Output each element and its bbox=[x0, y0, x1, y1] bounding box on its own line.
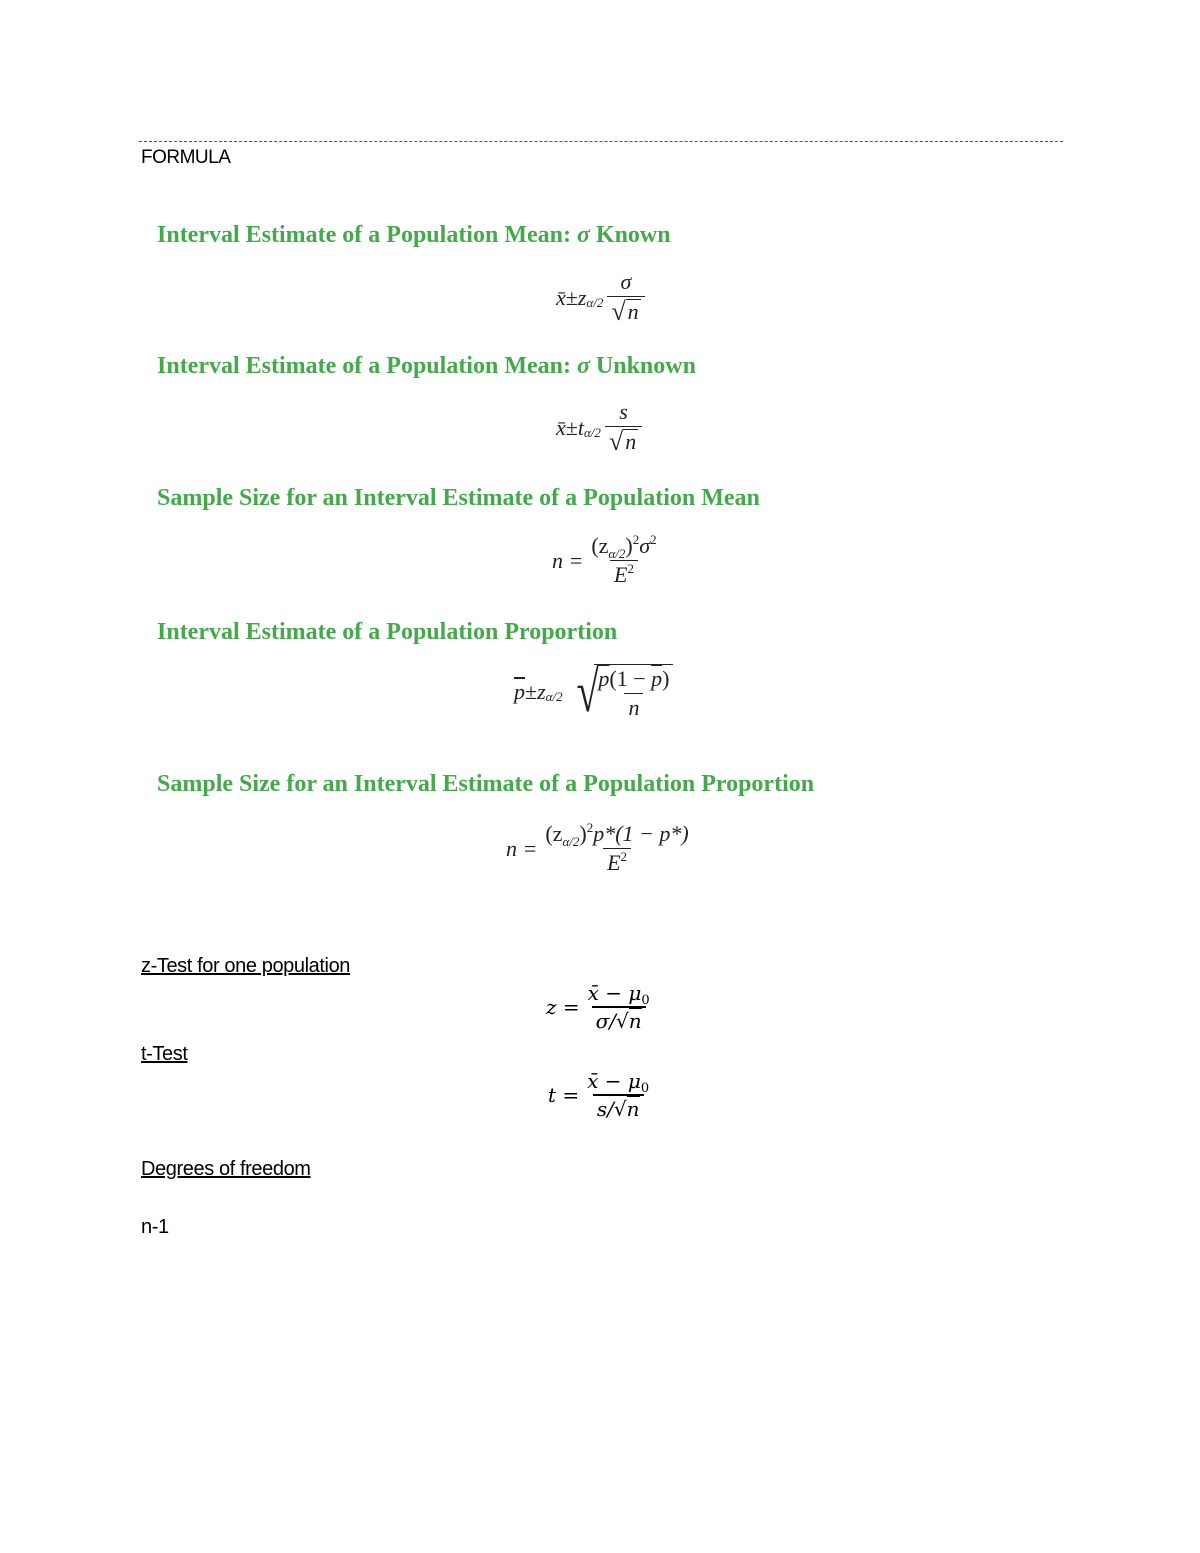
dof-label: Degrees of freedom bbox=[141, 1158, 311, 1180]
heading-mean-sigma-unknown: Interval Estimate of a Population Mean: σ Unknown bbox=[157, 353, 696, 379]
formula-sample-size-proportion: n = $\frac{(z_{\alpha/2})^2p*(1 - p*)}{E^2}$ bbox=[506, 820, 689, 876]
heading-sample-size-mean: Sample Size for an Interval Estimate of a Population Mean bbox=[157, 485, 760, 511]
heading-sample-size-proportion: Sample Size for an Interval Estimate of a Population Proportion bbox=[157, 771, 815, 797]
formula-ttest: t = $\frac{x̄ - \mu_0}{s/√n}$ bbox=[548, 1069, 650, 1122]
page-title: FORMULA bbox=[141, 147, 231, 168]
formula-sample-size-mean: n = $\frac{(z_{\alpha/2})^2\sigma^2}{E^2}$ bbox=[552, 532, 657, 588]
heading-proportion: Interval Estimate of a Population Proportion bbox=[157, 619, 618, 645]
ttest-label: t-Test bbox=[141, 1043, 188, 1065]
formula-mean-sigma-unknown: x̄ ± t α/2 s √ n bbox=[556, 400, 646, 455]
formula-ztest: z = $\frac{x̄ - \mu_0}{\sigma/√n}$ bbox=[546, 981, 650, 1034]
dashed-divider bbox=[139, 141, 1063, 142]
formula-mean-sigma-known: x̄ ± z α/2 σ √ n bbox=[556, 270, 649, 325]
formula-proportion: $\overline{p}$ ± z α/2 √ $\frac{p(1 - \overline{p})}{n}$ bbox=[514, 664, 673, 720]
ztest-label: z-Test for one population bbox=[141, 955, 351, 977]
heading-mean-sigma-known: Interval Estimate of a Population Mean: σ Known bbox=[157, 222, 671, 248]
dof-value: n-1 bbox=[141, 1216, 169, 1238]
